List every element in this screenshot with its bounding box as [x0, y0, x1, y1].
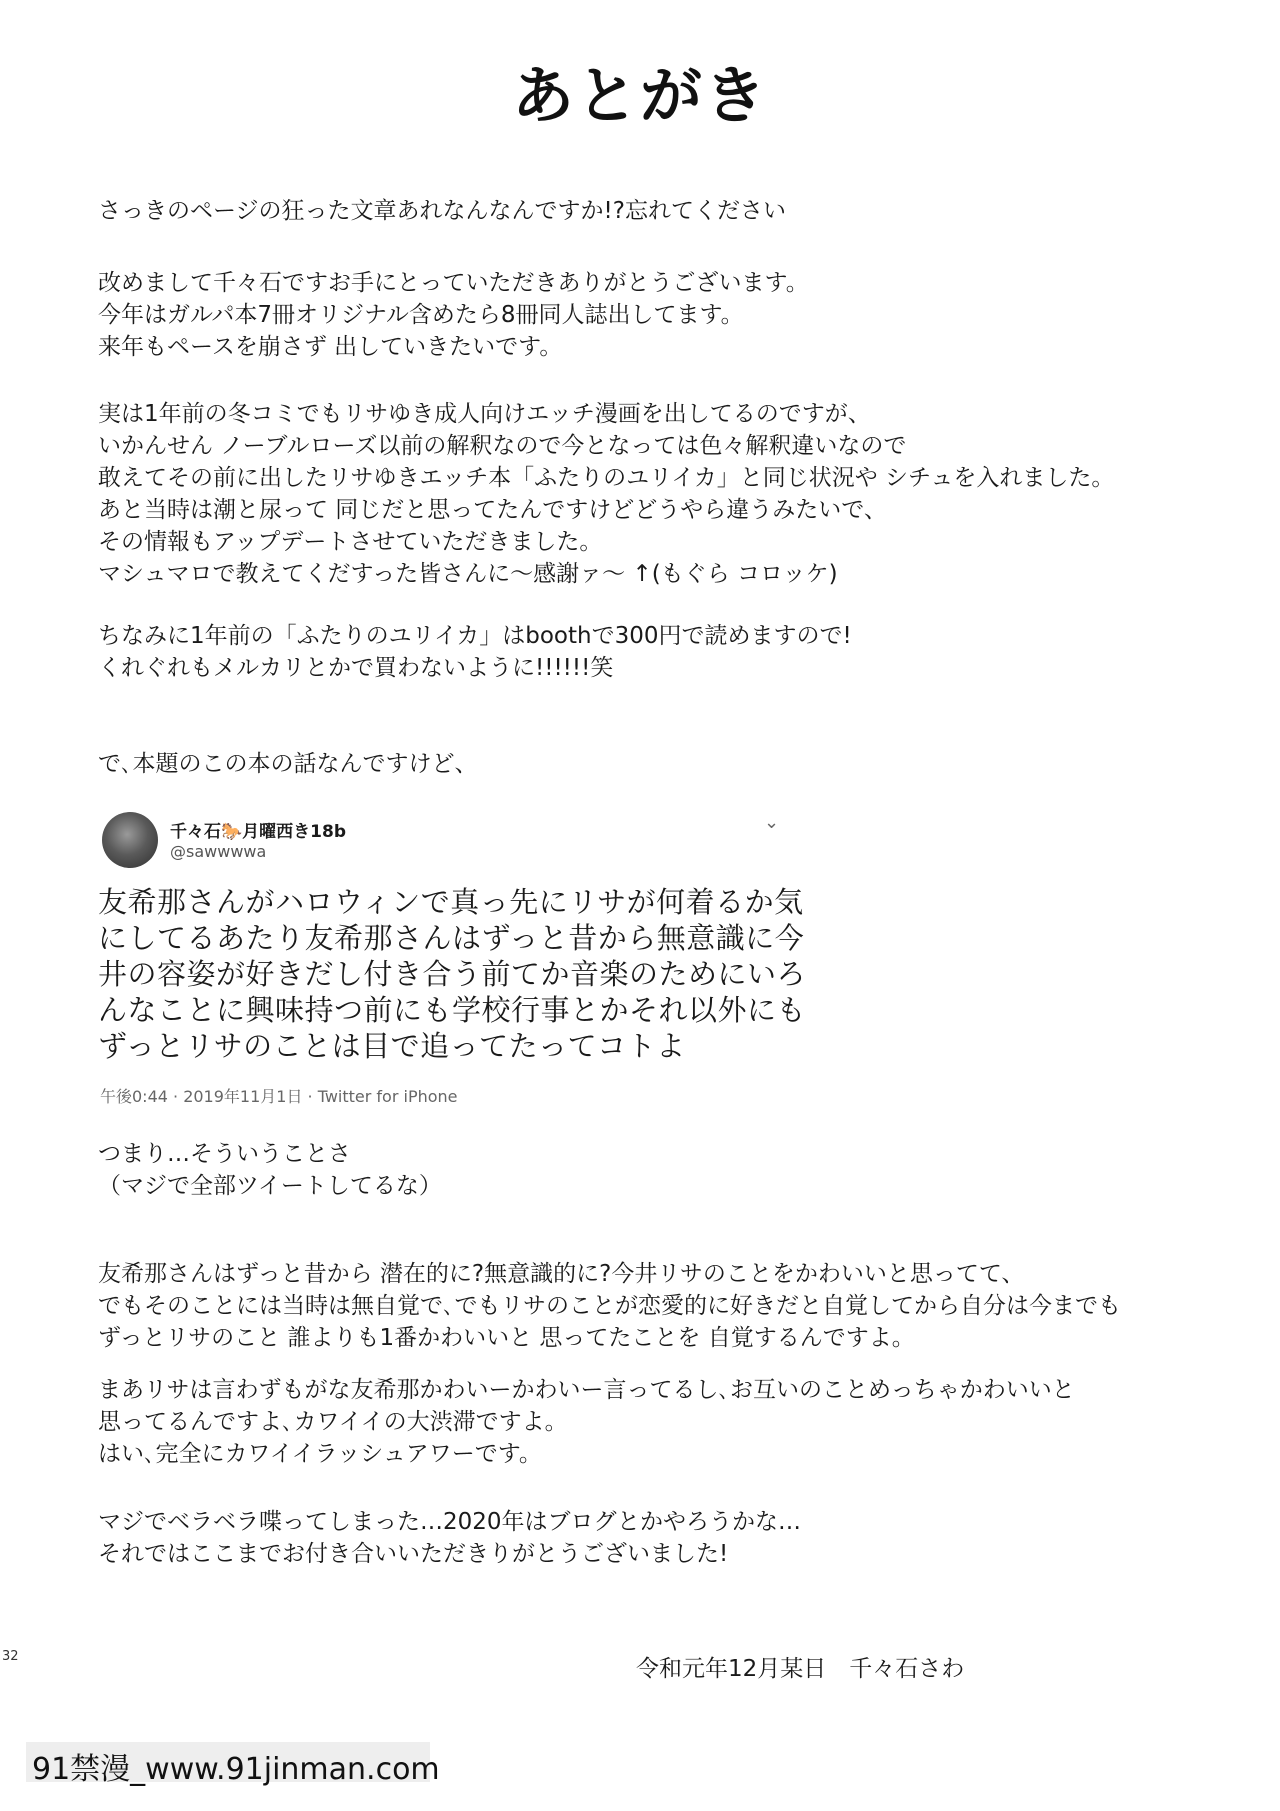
- cute-paragraph: [98, 1374, 1075, 1470]
- text-line: さっきのページの狂った文章あれなんなんですか!?忘れてください: [98, 198, 786, 224]
- page-number: 32: [2, 1649, 19, 1664]
- text-line: 敢えてその前に出したリサゆきエッチ本「ふたりのユリイカ」と同じ状況や シチュを入れました。: [98, 465, 1115, 491]
- text-line: まあリサは言わずもがな友希那かわいーかわいー言ってるし､お互いのことめっちゃかわいいと: [98, 1377, 1075, 1403]
- text-line: あと当時は潮と尿って 同じだと思ってたんですけどどうやら違うみたいで、: [98, 497, 887, 523]
- closing-paragraph: [98, 1506, 801, 1570]
- text-line: ずっとリサのこと 誰よりも1番かわいいと 思ってたことを 自覚するんですよ。: [98, 1325, 915, 1351]
- text-line: で､本題のこの本の話なんですけど、: [98, 751, 478, 777]
- text-line: いかんせん ノーブルローズ以前の解釈なので今となっては色々解釈違いなので: [98, 433, 907, 459]
- tweet-author-handle: @sawwwwa: [170, 842, 267, 861]
- intro-paragraph: [98, 195, 786, 227]
- tweet-line: ずっとリサのことは目で追ってたってコトよ: [98, 1029, 686, 1063]
- tweet-timestamp: 午後0:44 · 2019年11月1日 · Twitter for iPhone: [100, 1087, 458, 1106]
- tweet-line: にしてるあたり友希那さんはずっと昔から無意識に今: [98, 921, 805, 955]
- tweet-line: 井の容姿が好きだし付き合う前てか音楽のためにいろ: [98, 957, 807, 991]
- chevron-down-icon: ⌄: [764, 812, 780, 833]
- text-line: はい､完全にカワイイラッシュアワーです。: [98, 1441, 542, 1467]
- text-line: 来年もペースを崩さず 出していきたいです。: [98, 334, 563, 360]
- text-line: 友希那さんはずっと昔から 潜在的に?無意識的に?今井リサのことをかわいいと思ってて、: [98, 1261, 1025, 1287]
- signature-date: 令和元年12月某日 千々石さわ: [636, 1656, 965, 1682]
- text-line: ちなみに1年前の「ふたりのユリイカ」はboothで300円で読めますので!: [98, 623, 852, 649]
- text-line: （マジで全部ツイートしてるな）: [98, 1173, 442, 1199]
- tweet-line: んなことに興味持つ前にも学校行事とかそれ以外にも: [98, 993, 807, 1027]
- topic-paragraph: [98, 748, 478, 780]
- background-paragraph: [98, 398, 1114, 590]
- tweet-body: [98, 884, 806, 1064]
- text-line: マジでベラベラ喋ってしまった…2020年はブログとかやろうかな…: [98, 1509, 801, 1535]
- page-title: あとがき: [511, 59, 768, 132]
- watermark-banner: [26, 1742, 440, 1787]
- text-line: つまり…そういうことさ: [98, 1141, 351, 1167]
- tweet-line: 友希那さんがハロウィンで真っ先にリサが何着るか気: [98, 885, 804, 919]
- text-line: でもそのことには当時は無自覚で､でもリサのことが恋愛的に好きだと自覚してから自分は今までも: [98, 1293, 1122, 1319]
- text-line: マシュマロで教えてくだすった皆さんに〜感謝ァ〜 ↑(もぐら コロッケ): [98, 561, 838, 587]
- watermark-text: 91禁漫_www.91jinman.com: [32, 1752, 440, 1787]
- text-line: 思ってるんですよ､カワイイの大渋滞ですよ。: [98, 1409, 568, 1435]
- booth-paragraph: [98, 620, 852, 684]
- text-line: 実は1年前の冬コミでもリサゆき成人向けエッチ漫画を出してるのですが、: [98, 401, 871, 427]
- text-line: 改めまして千々石ですお手にとっていただきありがとうございます。: [98, 270, 809, 296]
- text-line: その情報もアップデートさせていただきました。: [98, 529, 603, 555]
- text-line: くれぐれもメルカリとかで買わないように!!!!!!笑: [98, 655, 614, 681]
- reaction-paragraph: [98, 1138, 442, 1202]
- text-line: それではここまでお付き合いいただきりがとうございました!: [98, 1541, 729, 1567]
- avatar: [102, 812, 158, 868]
- text-line: 今年はガルパ本7冊オリジナル含めたら8冊同人誌出してます。: [98, 302, 744, 328]
- greeting-paragraph: [98, 267, 809, 363]
- feelings-paragraph: [98, 1258, 1121, 1354]
- tweet-author-name: 千々石🐎月曜西き18b: [170, 822, 346, 842]
